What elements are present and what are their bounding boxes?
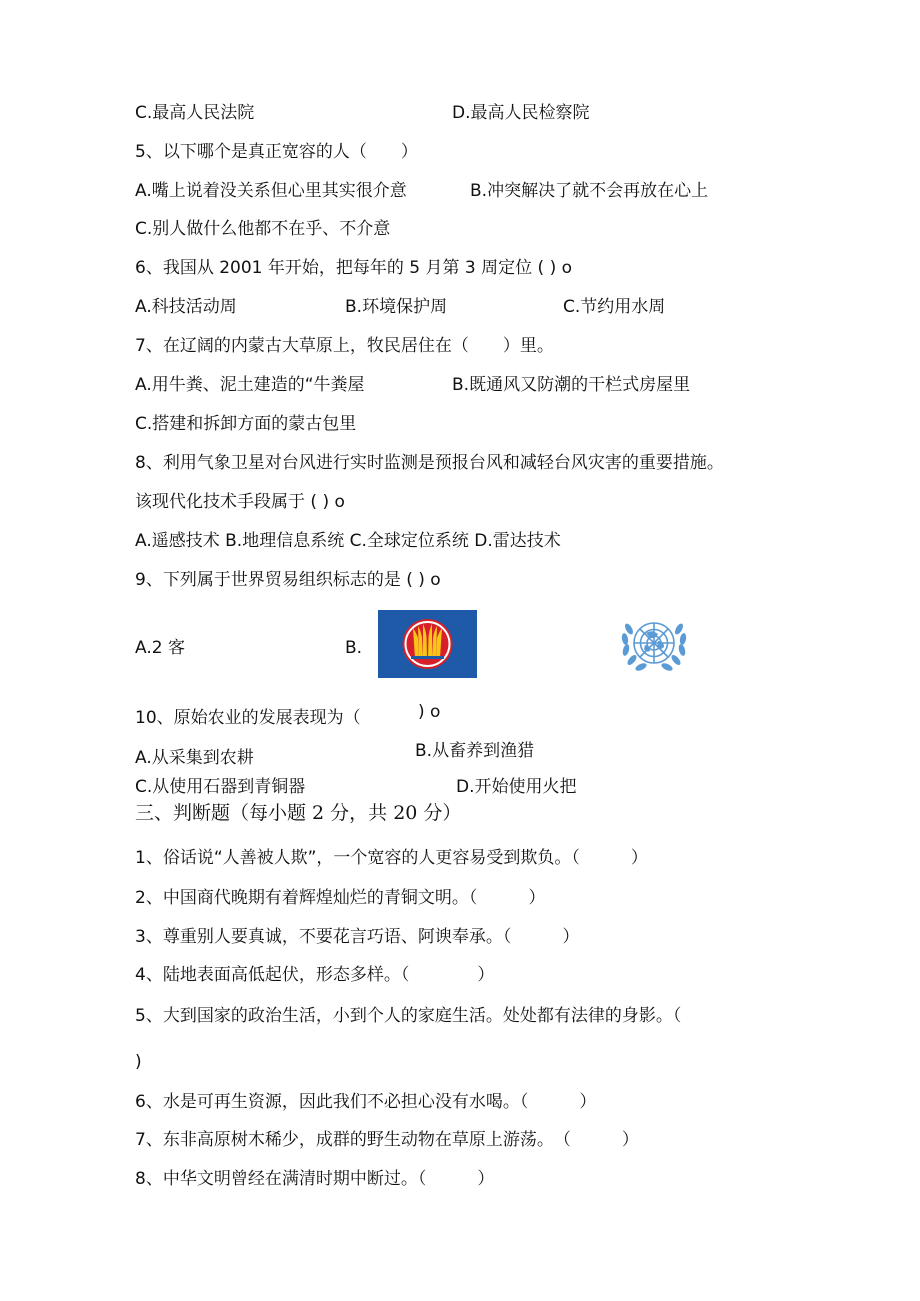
- un-logo-globe: [634, 623, 674, 663]
- q8-options: A.遥感技术 B.地理信息系统 C.全球定位系统 D.雷达技术: [135, 531, 561, 551]
- question-9: 9、下列属于世界贸易组织标志的是 ( ) o: [135, 570, 441, 590]
- q6-option-a: A.科技活动周: [135, 297, 237, 317]
- question-7: 7、在辽阔的内蒙古大草原上，牧民居住在（ ）里。: [135, 336, 554, 356]
- question-8: 8、利用气象卫星对台风进行实时监测是预报台风和减轻台风灾害的重要措施。: [135, 453, 724, 473]
- judgment-2: 2、中国商代晚期有着辉煌灿烂的青铜文明。（ ）: [135, 888, 546, 908]
- un-logo-image: [612, 611, 696, 679]
- question-5: 5、以下哪个是真正宽容的人（ ）: [135, 142, 418, 162]
- question-10: 10、原始农业的发展表现为（: [135, 708, 361, 728]
- q5-option-b: B.冲突解决了就不会再放在心上: [470, 181, 709, 201]
- q5-option-a: A.嘴上说着没关系但心里其实很介意: [135, 181, 407, 201]
- q7-option-c: C.搭建和拆卸方面的蒙古包里: [135, 414, 357, 434]
- q6-option-b: B.环境保护周: [345, 297, 448, 317]
- judgment-1: 1、俗话说“人善被人欺”，一个宽容的人更容易受到欺负。（ ）: [135, 848, 648, 868]
- asean-logo-base: [411, 656, 444, 659]
- judgment-6: 6、水是可再生资源，因此我们不必担心没有水喝。（ ）: [135, 1092, 597, 1112]
- q7-option-b: B.既通风又防潮的干栏式房屋里: [452, 375, 691, 395]
- judgment-5: 5、大到国家的政治生活，小到个人的家庭生活。处处都有法律的身影。（: [135, 1006, 682, 1026]
- q4-option-c: C.最高人民法院: [135, 103, 255, 123]
- judgment-7: 7、东非高原树木稀少，成群的野生动物在草原上游荡。 （ ）: [135, 1130, 639, 1150]
- q5-option-c: C.别人做什么他都不在乎、不介意: [135, 219, 391, 239]
- q7-option-a: A.用牛粪、泥土建造的“牛粪屋: [135, 375, 365, 395]
- q10-option-b: B.从畜养到渔猎: [415, 741, 535, 761]
- judgment-4: 4、陆地表面高低起伏，形态多样。（ ）: [135, 965, 495, 985]
- judgment-3: 3、尊重别人要真诚，不要花言巧语、阿谀奉承。（ ）: [135, 927, 580, 947]
- judgment-5-cont: ): [135, 1052, 142, 1072]
- asean-logo-image: [378, 610, 477, 678]
- asean-logo-red-circle: [403, 619, 453, 669]
- q10-option-a: A.从采集到农耕: [135, 748, 254, 768]
- q6-option-c: C.节约用水周: [563, 297, 666, 317]
- q10-option-d: D.开始使用火把: [456, 777, 577, 797]
- q9-option-b: B.: [345, 638, 363, 658]
- question-8-cont: 该现代化技术手段属于 ( ) o: [135, 492, 345, 512]
- q4-option-d: D.最高人民检察院: [452, 103, 590, 123]
- q10-option-c: C.从使用石器到青铜器: [135, 777, 306, 797]
- question-6: 6、我国从 2001 年开始，把每年的 5 月第 3 周定位 ( ) o: [135, 258, 573, 278]
- question-10-end: ) o: [418, 702, 441, 722]
- q9-option-a: A.2 客: [135, 638, 185, 658]
- judgment-8: 8、中华文明曾经在满清时期中断过。（ ）: [135, 1169, 495, 1189]
- section-3-heading: 三、判断题（每小题 2 分，共 20 分）: [135, 802, 462, 824]
